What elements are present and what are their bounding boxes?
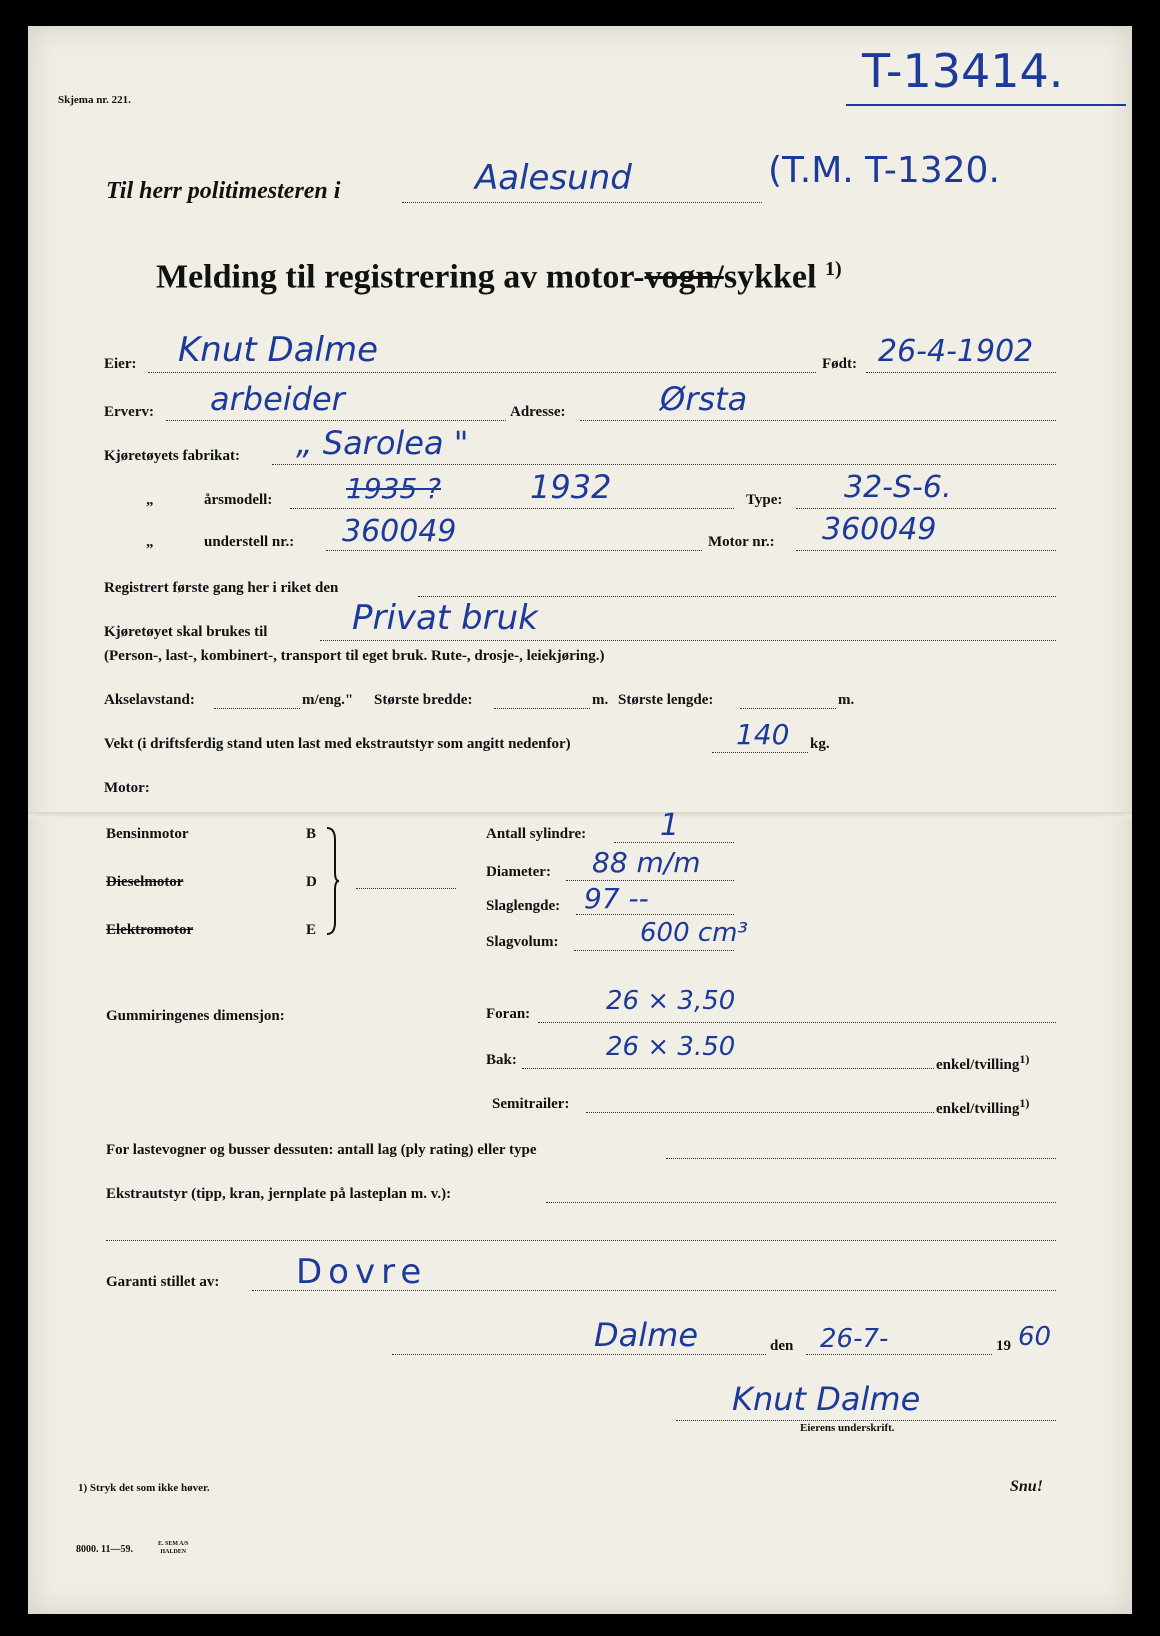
vekt-label: Vekt (i driftsferdig stand uten last med ekstrautstyr som angitt nedenfor) xyxy=(104,736,571,752)
eier-label: Eier: xyxy=(104,356,137,372)
motor-type-line xyxy=(356,888,456,889)
den-label: den xyxy=(770,1338,794,1354)
fabrikat-line xyxy=(272,464,1056,465)
signature-value: Knut Dalme xyxy=(732,1380,921,1418)
form-number: Skjema nr. 221. xyxy=(58,94,131,106)
fodt-label: Født: xyxy=(822,356,857,372)
erverv-value: arbeider xyxy=(210,380,345,418)
sylindre-label: Antall sylindre: xyxy=(486,826,587,842)
signature-line xyxy=(676,1420,1056,1421)
type-value: 32-S-6. xyxy=(844,470,952,505)
slaglengde-label: Slaglengde: xyxy=(486,898,561,914)
eier-value: Knut Dalme xyxy=(178,330,379,370)
place-line xyxy=(392,1354,766,1355)
foran-value: 26 × 3,50 xyxy=(606,986,736,1016)
understell-value: 360049 xyxy=(342,514,457,549)
vekt-value: 140 xyxy=(736,718,790,751)
ekstrautstyr-label: Ekstrautstyr (tipp, kran, jernplate på lasteplan m. v.): xyxy=(106,1186,452,1202)
erverv-label: Erverv: xyxy=(104,404,154,420)
aksel-label: Akselavstand: xyxy=(104,692,195,708)
registrert-line xyxy=(418,596,1056,597)
snu-label: Snu! xyxy=(1010,1478,1043,1495)
bensinmotor-label: Bensinmotor xyxy=(106,826,189,842)
understell-line xyxy=(326,550,702,551)
form-title: Melding til registrering av motor-vogn/sykkel $^{1)}$ xyxy=(156,258,842,296)
dieselmotor-label: Dieselmotor xyxy=(106,874,184,890)
diameter-label: Diameter: xyxy=(486,864,551,880)
fodt-line xyxy=(866,372,1056,373)
sylindre-value: 1 xyxy=(660,808,680,843)
registrert-label: Registrert første gang her i riket den xyxy=(104,580,339,596)
understell-quote: „ xyxy=(146,534,154,550)
arsmodell-value: 1932 xyxy=(530,468,612,506)
tires-label: Gummiringenes dimensjon: xyxy=(106,1008,285,1024)
fabrikat-value: „ Sarolea " xyxy=(296,424,469,462)
elektromotor-code: E xyxy=(306,922,317,938)
motor-label: Motor: xyxy=(104,780,150,796)
paper-fold xyxy=(28,812,1132,818)
eier-line xyxy=(148,372,816,373)
ekstrautstyr-line-2 xyxy=(106,1240,1056,1241)
type-line xyxy=(796,508,1056,509)
year-value: 60 xyxy=(1018,1322,1052,1352)
brukes-value: Privat bruk xyxy=(352,598,538,638)
date-line xyxy=(806,1354,992,1355)
addressee-value: Aalesund xyxy=(475,158,632,198)
arsmodell-line xyxy=(290,508,734,509)
bredde-unit: m. xyxy=(592,692,609,708)
adresse-label: Adresse: xyxy=(510,404,566,420)
printer-code: 8000. 11—59. xyxy=(76,1544,133,1555)
lengde-label: Største lengde: xyxy=(618,692,714,708)
vekt-line xyxy=(712,752,808,753)
understell-label: understell nr.: xyxy=(204,534,295,550)
year-prefix: 19 xyxy=(996,1338,1011,1354)
type-label: Type: xyxy=(746,492,783,508)
aksel-line xyxy=(214,708,300,709)
archive-stamp-number: T-13414. xyxy=(862,44,1064,98)
slaglengde-value: 97 -- xyxy=(584,882,649,915)
bensinmotor-code: B xyxy=(306,826,317,842)
diameter-value: 88 m/m xyxy=(592,846,701,879)
ekstrautstyr-line xyxy=(546,1202,1056,1203)
fodt-value: 26-4-1902 xyxy=(878,334,1034,369)
semitrailer-label: Semitrailer: xyxy=(492,1096,570,1112)
aksel-unit: m/eng." xyxy=(302,692,354,708)
brukes-line xyxy=(320,640,1056,641)
motor-brace xyxy=(325,826,339,936)
slagvolum-label: Slagvolum: xyxy=(486,934,559,950)
motor-nr-value: 360049 xyxy=(822,512,937,547)
adresse-value: Ørsta xyxy=(660,380,748,418)
bredde-line xyxy=(494,708,590,709)
addressee-note: (T.M. T-1320. xyxy=(768,150,1000,191)
bak-value: 26 × 3.50 xyxy=(606,1032,736,1062)
bak-line xyxy=(522,1068,934,1069)
garanti-value: Dovre xyxy=(296,1252,428,1292)
bak-suffix: enkel/tvilling$^{1)}$ xyxy=(936,1052,1030,1073)
foran-label: Foran: xyxy=(486,1006,531,1022)
fabrikat-label: Kjøretøyets fabrikat: xyxy=(104,448,240,464)
addressee-line xyxy=(402,202,762,203)
semitrailer-suffix: enkel/tvilling$^{1)}$ xyxy=(936,1096,1030,1117)
slagvolum-line xyxy=(574,950,734,951)
vekt-unit: kg. xyxy=(810,736,830,752)
date-value: 26-7- xyxy=(820,1324,889,1354)
erverv-line xyxy=(166,420,506,421)
adresse-line xyxy=(580,420,1056,421)
diameter-line xyxy=(566,880,734,881)
slagvolum-value: 600 cm³ xyxy=(640,918,748,948)
brukes-label: Kjøretøyet skal brukes til xyxy=(104,624,268,640)
addressee-label: Til herr politimesteren i xyxy=(106,178,341,204)
foran-line xyxy=(538,1022,1056,1023)
brukes-note: (Person-, last-, kombinert-, transport til eget bruk. Rute-, drosje-, leiekjøring.) xyxy=(104,648,605,664)
bak-label: Bak: xyxy=(486,1052,517,1068)
lastevogner-label: For lastevogner og busser dessuten: antall lag (ply rating) eller type xyxy=(106,1142,537,1158)
arsmodell-struck-value: 1935 ? xyxy=(346,472,442,505)
lastevogner-line xyxy=(666,1158,1056,1159)
lengde-line xyxy=(740,708,836,709)
motor-nr-label: Motor nr.: xyxy=(708,534,775,550)
stamp-underline xyxy=(846,104,1126,106)
signature-label: Eierens underskrift. xyxy=(800,1422,895,1434)
semitrailer-line xyxy=(586,1112,934,1113)
printer-name: E. SEM A/S HALDEN xyxy=(158,1541,189,1555)
dieselmotor-code: D xyxy=(306,874,317,890)
bredde-label: Største bredde: xyxy=(374,692,473,708)
arsmodell-label: årsmodell: xyxy=(204,492,273,508)
lengde-unit: m. xyxy=(838,692,855,708)
arsmodell-quote: „ xyxy=(146,492,154,508)
elektromotor-label: Elektromotor xyxy=(106,922,194,938)
footnote: 1) Stryk det som ikke høver. xyxy=(78,1482,210,1494)
garanti-label: Garanti stillet av: xyxy=(106,1274,220,1290)
place-value: Dalme xyxy=(594,1316,698,1354)
motor-nr-line xyxy=(796,550,1056,551)
